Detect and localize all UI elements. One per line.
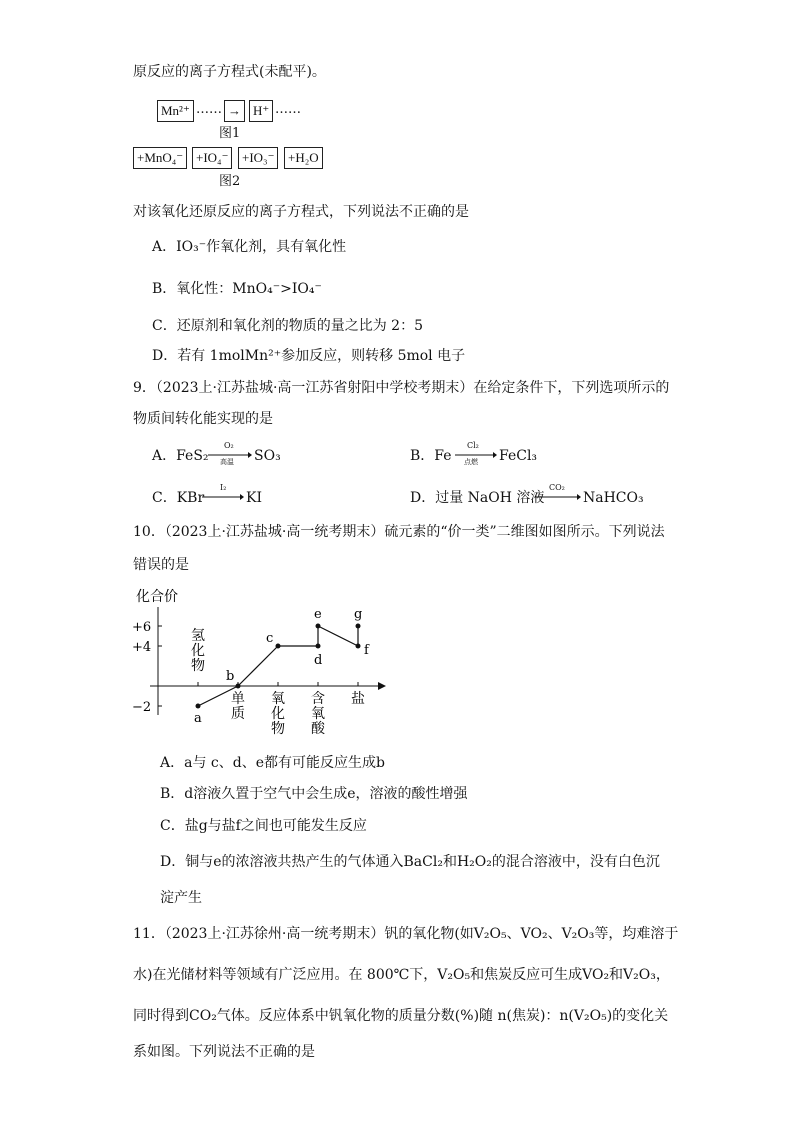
connector-line xyxy=(318,626,358,646)
category-label: 含 xyxy=(311,691,325,707)
category-label: 物 xyxy=(271,721,285,737)
category-label: 单 xyxy=(231,691,245,707)
intro-line: 原反应的离子方程式(未配平)。 xyxy=(133,64,326,80)
category-label: 质 xyxy=(231,706,245,722)
fig1-box-mn: Mn²⁺ xyxy=(157,100,194,122)
q9-b-under: 点燃 xyxy=(464,458,478,466)
q10-option-d-cont: 淀产生 xyxy=(160,890,202,906)
point-label-f: f xyxy=(364,643,369,658)
y-tick-label: +6 xyxy=(132,620,152,635)
point-label-b: b xyxy=(226,669,235,684)
point-label-a: a xyxy=(194,711,202,726)
q10-option-b: B．d溶液久置于空气中会生成e，溶液的酸性增强 xyxy=(160,786,468,802)
point-e xyxy=(316,624,321,629)
q9-c-over: I₂ xyxy=(220,483,227,492)
fig2-box-io4: +IO₄⁻ xyxy=(192,147,232,169)
q9-a-arrow xyxy=(208,448,252,458)
q9-d-reactant: D．过量 NaOH 溶液 xyxy=(410,490,545,506)
q9-a-under: 高温 xyxy=(220,458,234,466)
valence-chart xyxy=(130,585,400,745)
fig1-dots-1: …… xyxy=(196,102,222,117)
q9-a-over: O₂ xyxy=(224,441,234,450)
valence-chart-svg xyxy=(130,585,400,745)
q10-option-a: A．a与 c、d、e都有可能反应生成b xyxy=(160,755,385,771)
fig2-box-h2o: +H₂O xyxy=(284,147,323,169)
point-a xyxy=(196,704,201,709)
fig1-dots-2: …… xyxy=(275,102,301,117)
category-label: 酸 xyxy=(311,721,325,737)
fig1-arrow-box: → xyxy=(224,100,245,122)
point-c xyxy=(276,644,281,649)
y-tick-label: +4 xyxy=(132,640,152,655)
category-label: 化 xyxy=(191,643,205,659)
category-label: 物 xyxy=(191,658,205,674)
point-d xyxy=(316,644,321,649)
category-label: 氧 xyxy=(271,691,285,707)
q10-stem-line-2: 错误的是 xyxy=(133,557,189,573)
q8-option-d: D．若有 1molMn²⁺参加反应，则转移 5mol 电子 xyxy=(152,348,466,364)
point-b xyxy=(236,684,241,689)
point-g xyxy=(356,624,361,629)
category-label: 盐 xyxy=(351,691,365,707)
q11-line-2: 水)在光储材料等领域有广泛应用。在 800℃下，V₂O₅和焦炭反应可生成VO₂和V₂O₃， xyxy=(133,967,670,983)
connector-line xyxy=(238,646,278,686)
q9-c-product: KI xyxy=(246,490,262,506)
point-label-d: d xyxy=(314,653,323,668)
q8-option-c: C．还原剂和氧化剂的物质的量之比为 2：5 xyxy=(152,318,423,334)
q9-stem-line-1: 9．（2023上·江苏盐城·高一江苏省射阳中学校考期末）在给定条件下，下列选项所示的 xyxy=(133,380,670,396)
q9-d-product: NaHCO₃ xyxy=(583,490,644,506)
q11-line-4: 系如图。下列说法不正确的是 xyxy=(133,1044,315,1060)
q11-line-3: 同时得到CO₂气体。反应体系中钒氧化物的质量分数(%)随 n(焦炭)：n(V₂O₅)的变化关 xyxy=(133,1008,669,1024)
q10-option-c: C．盐g与盐f之间也可能发生反应 xyxy=(160,818,367,834)
q9-a-reactant: A．FeS₂ xyxy=(152,448,209,464)
fig2-caption: 图2 xyxy=(219,174,241,189)
q9-c-reactant: C．KBr xyxy=(152,490,205,506)
q9-b-arrow xyxy=(455,448,497,458)
q9-c-arrow xyxy=(202,490,244,500)
y-tick-label: −2 xyxy=(132,700,152,715)
category-label: 氧 xyxy=(311,706,325,722)
q8-option-a: A．IO₃⁻作氧化剂，具有氧化性 xyxy=(152,239,347,255)
q8-option-b: B．氧化性：MnO₄⁻>IO₄⁻ xyxy=(152,281,322,297)
point-label-c: c xyxy=(266,631,274,646)
point-label-g: g xyxy=(354,607,363,622)
q10-stem-line-1: 10．（2023上·江苏盐城·高一统考期末）硫元素的“价一类”二维图如图所示。下列说法 xyxy=(133,524,665,540)
q9-stem-line-2: 物质间转化能实现的是 xyxy=(133,411,273,427)
point-label-e: e xyxy=(314,607,322,622)
q9-d-arrow xyxy=(535,490,581,500)
y-axis-label: 化合价 xyxy=(136,589,178,605)
q9-d-over: CO₂ xyxy=(549,483,565,492)
q9-a-product: SO₃ xyxy=(254,448,281,464)
q11-line-1: 11．（2023上·江苏徐州·高一统考期末）钒的氧化物(如V₂O₅、VO₂、V₂O₃等，均难溶于 xyxy=(133,926,679,942)
q10-option-d: D．铜与e的浓溶液共热产生的气体通入BaCl₂和H₂O₂的混合溶液中，没有白色沉 xyxy=(160,854,660,870)
fig1-box-h: H⁺ xyxy=(249,100,273,122)
fig1-caption: 图1 xyxy=(219,126,241,141)
category-label: 化 xyxy=(271,706,285,722)
fig2-box-mno4: +MnO₄⁻ xyxy=(133,147,187,169)
fig2-box-io3: +IO₃⁻ xyxy=(238,147,278,169)
point-f xyxy=(356,644,361,649)
q9-b-over: Cl₂ xyxy=(467,441,479,450)
q9-b-product: FeCl₃ xyxy=(499,448,538,464)
x-axis-arrowhead xyxy=(378,682,386,690)
q9-b-reactant: B．Fe xyxy=(410,448,452,464)
q8-stem: 对该氧化还原反应的离子方程式，下列说法不正确的是 xyxy=(133,204,469,220)
category-label: 氢 xyxy=(191,628,205,644)
